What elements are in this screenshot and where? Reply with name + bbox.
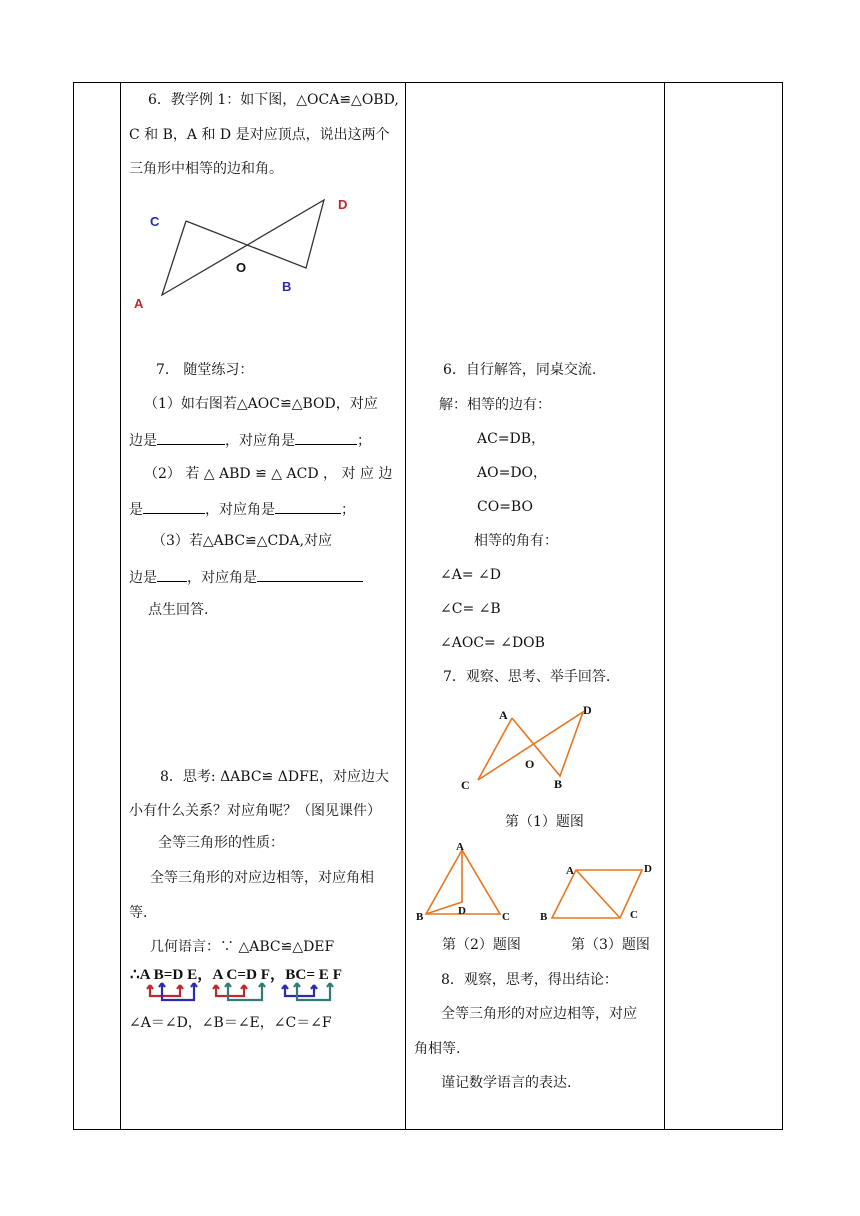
fig1-label-B: B — [554, 777, 563, 791]
example6-line2: C 和 B，A 和 D 是对应顶点，说出这两个 — [129, 127, 390, 143]
q3-line2: 边是 ，对应角是 — [129, 567, 363, 587]
answer-note: 点生回答. — [148, 602, 209, 618]
fig1-label-C: C — [461, 778, 470, 792]
example6-figure — [128, 188, 368, 318]
side-3: CO=BO — [477, 499, 533, 515]
angle-3: ∠AOC= ∠DOB — [440, 635, 545, 651]
arrow-blue — [159, 983, 197, 1000]
therefore-statement — [128, 962, 358, 1006]
column-divider — [120, 82, 121, 1130]
conclusion-line2: 角相等. — [414, 1041, 461, 1057]
answer-blank[interactable] — [295, 430, 357, 445]
answer-blank[interactable] — [275, 499, 341, 514]
fig2-label-B: B — [416, 911, 424, 923]
answer-blank[interactable] — [257, 567, 363, 582]
step7: 7．观察、思考、举手回答. — [443, 669, 611, 685]
answer-blank[interactable] — [157, 567, 187, 582]
geometry-language: 几何语言：∵ △ABC≌△DEF — [150, 939, 335, 955]
exercise8-line1: 8．思考: ΔABC≌ ΔDFE，对应边大 — [160, 769, 390, 785]
q3-line1: （3）若△ABC≌△CDA,对应 — [152, 533, 333, 549]
column-divider — [664, 82, 665, 1130]
conclusion-line1: 全等三角形的对应边相等，对应 — [441, 1006, 637, 1022]
label-C: C — [150, 214, 160, 229]
solution-intro: 解：相等的边有： — [439, 397, 551, 413]
example6-line3: 三角形中相等的边和角。 — [129, 161, 283, 177]
fig1-label-A: A — [499, 708, 508, 722]
angle-1: ∠A= ∠D — [440, 567, 501, 583]
fig2-label-D: D — [458, 905, 466, 917]
side-2: AO=DO， — [477, 465, 548, 481]
q1-line2: 边是 ，对应角是 ； — [129, 430, 371, 450]
remember-note: 谨记数学语言的表达. — [441, 1075, 572, 1091]
fig1-label-O: O — [525, 757, 535, 771]
example6-line1: 6．教学例 1：如下图，△OCA≌△OBD, — [148, 92, 399, 108]
fig3-label-C: C — [630, 909, 638, 921]
fig3-label-D: D — [644, 863, 652, 875]
q2-line1: （2） 若 △ ABD ≌ △ ACD ， 对 应 边 — [144, 466, 393, 482]
figure-2-caption: 第（2）题图 — [442, 937, 521, 953]
figure-3 — [538, 856, 658, 926]
fig3-label-B: B — [540, 911, 548, 923]
step8: 8．观察，思考，得出结论： — [441, 972, 618, 988]
fig2-label-C: C — [502, 911, 510, 923]
step6: 6．自行解答，同桌交流. — [443, 362, 597, 378]
figure-3-caption: 第（3）题图 — [571, 937, 650, 953]
label-A: A — [134, 296, 144, 311]
column-divider — [405, 82, 406, 1130]
figure-2 — [412, 838, 522, 930]
figure-1 — [455, 698, 605, 798]
property-line2: 等. — [129, 905, 148, 921]
label-O: O — [236, 260, 247, 275]
label-B: B — [282, 279, 292, 294]
property-title: 全等三角形的性质： — [158, 835, 284, 851]
answer-blank[interactable] — [157, 430, 225, 445]
angle-2: ∠C= ∠B — [440, 601, 501, 617]
q1-line1: （1）如右图若△AOC≌△BOD，对应 — [144, 396, 378, 412]
fig1-label-D: D — [583, 703, 592, 717]
fig2-label-A: A — [456, 841, 464, 853]
angles-title: 相等的角有： — [474, 533, 558, 549]
exercise7-title: 7． 随堂练习： — [156, 362, 254, 378]
property-line1: 全等三角形的对应边相等，对应角相 — [150, 870, 374, 886]
fig3-label-A: A — [566, 865, 574, 877]
label-D: D — [338, 197, 348, 212]
answer-blank[interactable] — [143, 499, 205, 514]
angle-equalities: ∠A＝∠D，∠B＝∠E，∠C＝∠F — [129, 1015, 332, 1031]
therefore-text: ∴A B=D E，A C=D F，BC= E F — [130, 967, 340, 983]
side-1: AC=DB， — [477, 431, 546, 447]
q2-line2: 是 ，对应角是 ； — [129, 499, 355, 519]
exercise8-line2: 小有什么关系？对应角呢？（图见课件） — [129, 803, 381, 819]
figure-1-caption: 第（1）题图 — [505, 814, 584, 830]
